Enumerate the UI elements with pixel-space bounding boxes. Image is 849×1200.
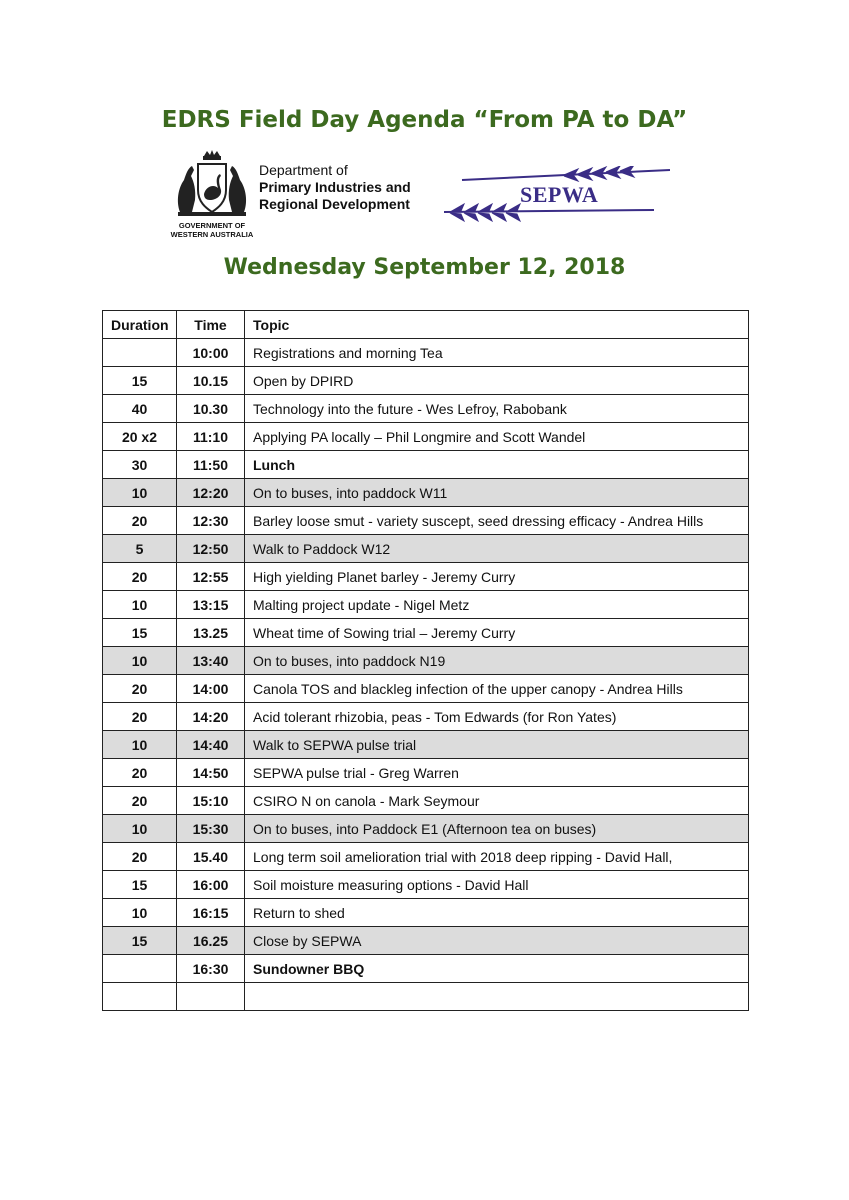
duration-cell: 10 <box>103 899 177 927</box>
duration-cell: 30 <box>103 451 177 479</box>
topic-cell: Barley loose smut - variety suscept, seed dressing efficacy - Andrea Hills <box>245 507 749 535</box>
table-row <box>103 843 749 871</box>
time-cell: 15:10 <box>177 787 245 815</box>
topic-cell: Wheat time of Sowing trial – Jeremy Curry <box>245 619 749 647</box>
table-row <box>103 535 749 563</box>
topic-cell: CSIRO N on canola - Mark Seymour <box>245 787 749 815</box>
department-line-2: Primary Industries and <box>259 179 411 195</box>
duration-cell: 20 <box>103 563 177 591</box>
topic-cell: Technology into the future - Wes Lefroy, Rabobank <box>245 395 749 423</box>
time-cell: 10.30 <box>177 395 245 423</box>
time-cell: 12:55 <box>177 563 245 591</box>
time-cell: 12:50 <box>177 535 245 563</box>
duration-cell: 40 <box>103 395 177 423</box>
duration-cell: 15 <box>103 871 177 899</box>
topic-cell: Malting project update - Nigel Metz <box>245 591 749 619</box>
department-line-1: Department of <box>259 162 348 178</box>
duration-cell: 15 <box>103 619 177 647</box>
topic-cell: Open by DPIRD <box>245 367 749 395</box>
duration-cell: 10 <box>103 479 177 507</box>
event-date: Wednesday September 12, 2018 <box>223 255 626 280</box>
duration-cell: 10 <box>103 591 177 619</box>
table-row <box>103 367 749 395</box>
topic-cell: High yielding Planet barley - Jeremy Curry <box>245 563 749 591</box>
duration-cell: 20 <box>103 843 177 871</box>
table-row <box>103 871 749 899</box>
department-name <box>259 162 439 213</box>
time-cell: 15:30 <box>177 815 245 843</box>
table-row <box>103 591 749 619</box>
time-cell: 13:40 <box>177 647 245 675</box>
time-cell: 16:00 <box>177 871 245 899</box>
table-header-row <box>103 311 749 339</box>
department-line-3: Regional Development <box>259 196 410 212</box>
time-cell: 14:00 <box>177 675 245 703</box>
time-cell: 12:20 <box>177 479 245 507</box>
time-cell: 10:00 <box>177 339 245 367</box>
page-title: EDRS Field Day Agenda “From PA to DA” <box>161 107 688 133</box>
government-crest-logo <box>166 150 258 240</box>
agenda-table <box>102 310 749 1011</box>
topic-cell: Lunch <box>245 451 749 479</box>
topic-cell: SEPWA pulse trial - Greg Warren <box>245 759 749 787</box>
duration-cell: 10 <box>103 731 177 759</box>
table-row <box>103 563 749 591</box>
time-cell: 13.25 <box>177 619 245 647</box>
table-row <box>103 759 749 787</box>
table-row <box>103 339 749 367</box>
time-cell: 15.40 <box>177 843 245 871</box>
table-row <box>103 899 749 927</box>
sepwa-logo-text: SEPWA <box>520 182 599 207</box>
header-duration: Duration <box>103 311 177 339</box>
topic-cell: Return to shed <box>245 899 749 927</box>
crest-caption <box>166 221 258 239</box>
topic-cell: On to buses, into Paddock E1 (Afternoon tea on buses) <box>245 815 749 843</box>
time-cell: 14:50 <box>177 759 245 787</box>
table-row <box>103 955 749 983</box>
duration-cell: 10 <box>103 815 177 843</box>
duration-cell: 10 <box>103 647 177 675</box>
table-row <box>103 507 749 535</box>
agenda-table-body <box>103 311 749 1011</box>
sepwa-logo <box>444 166 670 228</box>
duration-cell <box>103 339 177 367</box>
time-cell: 16:30 <box>177 955 245 983</box>
time-cell: 16.25 <box>177 927 245 955</box>
table-row <box>103 703 749 731</box>
table-row <box>103 395 749 423</box>
time-cell: 10.15 <box>177 367 245 395</box>
time-cell: 16:15 <box>177 899 245 927</box>
table-row <box>103 983 749 1011</box>
duration-cell: 20 <box>103 787 177 815</box>
topic-cell: Sundowner BBQ <box>245 955 749 983</box>
table-row <box>103 479 749 507</box>
duration-cell: 20 x2 <box>103 423 177 451</box>
table-row <box>103 927 749 955</box>
duration-cell: 20 <box>103 759 177 787</box>
table-row <box>103 787 749 815</box>
table-row <box>103 423 749 451</box>
table-row <box>103 619 749 647</box>
topic-cell: Long term soil amelioration trial with 2018 deep ripping - David Hall, <box>245 843 749 871</box>
topic-cell: On to buses, into paddock W11 <box>245 479 749 507</box>
topic-cell: Canola TOS and blackleg infection of the upper canopy - Andrea Hills <box>245 675 749 703</box>
topic-cell: Applying PA locally – Phil Longmire and Scott Wandel <box>245 423 749 451</box>
table-row <box>103 451 749 479</box>
table-row <box>103 731 749 759</box>
topic-cell: Registrations and morning Tea <box>245 339 749 367</box>
topic-cell: Close by SEPWA <box>245 927 749 955</box>
crest-caption-line-2: WESTERN AUSTRALIA <box>170 230 254 239</box>
time-cell: 12:30 <box>177 507 245 535</box>
crest-emblem-icon <box>166 150 258 222</box>
table-row <box>103 647 749 675</box>
time-cell: 14:40 <box>177 731 245 759</box>
topic-cell: Walk to SEPWA pulse trial <box>245 731 749 759</box>
duration-cell <box>103 983 177 1011</box>
duration-cell: 20 <box>103 703 177 731</box>
duration-cell: 20 <box>103 675 177 703</box>
header-time: Time <box>177 311 245 339</box>
topic-cell: Acid tolerant rhizobia, peas - Tom Edwards (for Ron Yates) <box>245 703 749 731</box>
duration-cell: 5 <box>103 535 177 563</box>
crest-caption-line-1: GOVERNMENT OF <box>178 221 246 230</box>
time-cell <box>177 983 245 1011</box>
topic-cell <box>245 983 749 1011</box>
time-cell: 13:15 <box>177 591 245 619</box>
table-row <box>103 675 749 703</box>
topic-cell: On to buses, into paddock N19 <box>245 647 749 675</box>
time-cell: 11:10 <box>177 423 245 451</box>
duration-cell: 20 <box>103 507 177 535</box>
topic-cell: Walk to Paddock W12 <box>245 535 749 563</box>
duration-cell: 15 <box>103 367 177 395</box>
time-cell: 11:50 <box>177 451 245 479</box>
duration-cell <box>103 955 177 983</box>
time-cell: 14:20 <box>177 703 245 731</box>
duration-cell: 15 <box>103 927 177 955</box>
topic-cell: Soil moisture measuring options - David Hall <box>245 871 749 899</box>
header-topic: Topic <box>245 311 749 339</box>
table-row <box>103 815 749 843</box>
